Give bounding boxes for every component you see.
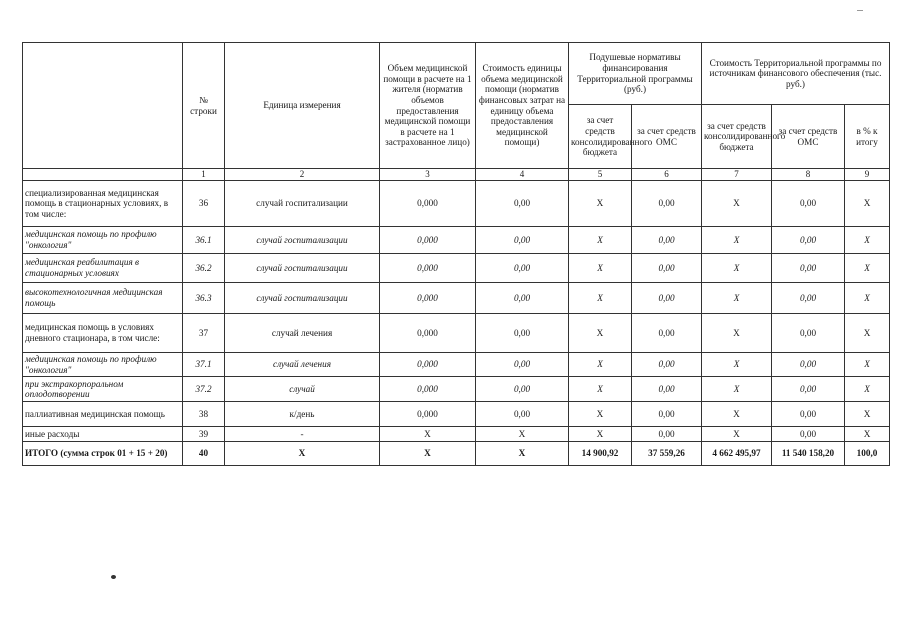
row-unit: случай bbox=[225, 377, 380, 402]
row-unit-cost: 0,00 bbox=[476, 314, 569, 353]
table-row bbox=[23, 377, 890, 402]
row-budget-a: Х bbox=[569, 377, 632, 402]
row-oms-b: 0,00 bbox=[772, 427, 845, 442]
row-percent: Х bbox=[845, 353, 890, 377]
row-number: 39 bbox=[183, 427, 225, 442]
row-number: 37 bbox=[183, 314, 225, 353]
row-oms-b: 0,00 bbox=[772, 227, 845, 254]
row-unit: случай госпитализации bbox=[225, 227, 380, 254]
row-volume: 0,000 bbox=[380, 254, 476, 283]
row-name: ИТОГО (сумма строк 01 + 15 + 20) bbox=[23, 442, 183, 466]
column-number: 7 bbox=[702, 169, 772, 181]
row-volume: 0,000 bbox=[380, 283, 476, 314]
header-per-capita: Подушевые нормативы финансирования Территориальной программы (руб.) bbox=[569, 43, 702, 105]
table-row bbox=[23, 353, 890, 377]
table-row bbox=[23, 227, 890, 254]
row-oms-b: 0,00 bbox=[772, 314, 845, 353]
row-budget-a: Х bbox=[569, 283, 632, 314]
table-body bbox=[23, 181, 890, 466]
row-percent: 100,0 bbox=[845, 442, 890, 466]
row-volume: 0,000 bbox=[380, 377, 476, 402]
column-number-blank bbox=[23, 169, 183, 181]
row-percent: Х bbox=[845, 283, 890, 314]
row-unit-cost: 0,00 bbox=[476, 181, 569, 227]
row-unit-cost: 0,00 bbox=[476, 254, 569, 283]
row-number: 36 bbox=[183, 181, 225, 227]
row-oms-a: 0,00 bbox=[632, 377, 702, 402]
row-unit: Х bbox=[225, 442, 380, 466]
row-oms-a: 0,00 bbox=[632, 427, 702, 442]
row-number: 36.2 bbox=[183, 254, 225, 283]
row-oms-a: 0,00 bbox=[632, 314, 702, 353]
row-number: 38 bbox=[183, 402, 225, 427]
table-row bbox=[23, 427, 890, 442]
row-budget-b: Х bbox=[702, 181, 772, 227]
table-row bbox=[23, 442, 890, 466]
row-budget-b: Х bbox=[702, 427, 772, 442]
row-percent: Х bbox=[845, 227, 890, 254]
row-budget-b: Х bbox=[702, 314, 772, 353]
header-name-cell bbox=[23, 43, 183, 169]
row-unit-cost: 0,00 bbox=[476, 377, 569, 402]
row-unit: к/день bbox=[225, 402, 380, 427]
row-volume: 0,000 bbox=[380, 402, 476, 427]
row-unit-cost: 0,00 bbox=[476, 353, 569, 377]
row-unit: случай лечения bbox=[225, 353, 380, 377]
row-budget-b: Х bbox=[702, 402, 772, 427]
row-unit: случай госпитализации bbox=[225, 254, 380, 283]
row-volume: Х bbox=[380, 427, 476, 442]
column-number: 1 bbox=[183, 169, 225, 181]
row-budget-b: 4 662 495,97 bbox=[702, 442, 772, 466]
header-volume: Объем медицинской помощи в расчете на 1 жителя (норматив объемов предоставления медицинской помощи в расчете на 1 застрахованное лицо) bbox=[380, 43, 476, 169]
row-budget-b: Х bbox=[702, 377, 772, 402]
row-name: медицинская помощь по профилю "онкология" bbox=[23, 353, 183, 377]
table-header bbox=[23, 43, 890, 181]
row-unit-cost: 0,00 bbox=[476, 227, 569, 254]
row-budget-b: Х bbox=[702, 283, 772, 314]
header-budget-b: за счет средств консолидированного бюджета bbox=[702, 105, 772, 169]
row-unit-cost: 0,00 bbox=[476, 283, 569, 314]
table-row bbox=[23, 181, 890, 227]
table-row bbox=[23, 283, 890, 314]
row-percent: Х bbox=[845, 427, 890, 442]
row-volume: 0,000 bbox=[380, 314, 476, 353]
row-percent: Х bbox=[845, 377, 890, 402]
row-name: медицинская реабилитация в стационарных условиях bbox=[23, 254, 183, 283]
program-cost-table-sheet bbox=[22, 42, 889, 466]
row-unit-cost: Х bbox=[476, 427, 569, 442]
row-budget-b: Х bbox=[702, 254, 772, 283]
row-oms-a: 0,00 bbox=[632, 227, 702, 254]
column-number: 4 bbox=[476, 169, 569, 181]
table-row bbox=[23, 254, 890, 283]
row-oms-b: 0,00 bbox=[772, 353, 845, 377]
row-oms-b: 0,00 bbox=[772, 402, 845, 427]
row-unit: случай госпитализации bbox=[225, 283, 380, 314]
row-budget-a: Х bbox=[569, 227, 632, 254]
header-unit: Единица измерения bbox=[225, 43, 380, 169]
row-oms-a: 0,00 bbox=[632, 254, 702, 283]
row-oms-b: 0,00 bbox=[772, 283, 845, 314]
row-budget-b: Х bbox=[702, 227, 772, 254]
row-name: паллиативная медицинская помощь bbox=[23, 402, 183, 427]
row-number: 40 bbox=[183, 442, 225, 466]
row-percent: Х bbox=[845, 402, 890, 427]
table-row bbox=[23, 402, 890, 427]
header-percent: в % к итогу bbox=[845, 105, 890, 169]
row-budget-a: Х bbox=[569, 402, 632, 427]
column-number: 8 bbox=[772, 169, 845, 181]
header-unit-cost: Стоимость единицы объема медицинской помощи (норматив финансовых затрат на единицу объема предоставления медицинской помощи) bbox=[476, 43, 569, 169]
row-unit-cost: 0,00 bbox=[476, 402, 569, 427]
row-oms-a: 0,00 bbox=[632, 283, 702, 314]
row-budget-a: Х bbox=[569, 427, 632, 442]
header-oms-a: за счет средств ОМС bbox=[632, 105, 702, 169]
row-budget-b: Х bbox=[702, 353, 772, 377]
column-numbers-row bbox=[23, 169, 890, 181]
header-program-cost: Стоимость Территориальной программы по источникам финансового обеспечения (тыс. руб.) bbox=[702, 43, 890, 105]
row-oms-b: 0,00 bbox=[772, 181, 845, 227]
header-row-no: № строки bbox=[183, 43, 225, 169]
row-budget-a: Х bbox=[569, 353, 632, 377]
row-name: иные расходы bbox=[23, 427, 183, 442]
row-budget-a: Х bbox=[569, 314, 632, 353]
row-volume: 0,000 bbox=[380, 353, 476, 377]
row-number: 37.1 bbox=[183, 353, 225, 377]
row-oms-b: 11 540 158,20 bbox=[772, 442, 845, 466]
table-row bbox=[23, 314, 890, 353]
column-number: 6 bbox=[632, 169, 702, 181]
row-oms-a: 0,00 bbox=[632, 402, 702, 427]
row-budget-a: Х bbox=[569, 181, 632, 227]
row-budget-a: Х bbox=[569, 254, 632, 283]
header-oms-b: за счет средств ОМС bbox=[772, 105, 845, 169]
program-cost-table bbox=[22, 42, 890, 466]
row-unit: случай лечения bbox=[225, 314, 380, 353]
column-number: 9 bbox=[845, 169, 890, 181]
column-number: 5 bbox=[569, 169, 632, 181]
row-name: медицинская помощь в условиях дневного стационара, в том числе: bbox=[23, 314, 183, 353]
row-number: 36.1 bbox=[183, 227, 225, 254]
row-percent: Х bbox=[845, 254, 890, 283]
row-volume: 0,000 bbox=[380, 181, 476, 227]
row-name: при экстракорпоральном оплодотворении bbox=[23, 377, 183, 402]
row-unit: - bbox=[225, 427, 380, 442]
row-oms-b: 0,00 bbox=[772, 377, 845, 402]
scan-mark bbox=[857, 10, 863, 11]
row-oms-b: 0,00 bbox=[772, 254, 845, 283]
row-volume: 0,000 bbox=[380, 227, 476, 254]
column-number: 3 bbox=[380, 169, 476, 181]
column-number: 2 bbox=[225, 169, 380, 181]
row-budget-a: 14 900,92 bbox=[569, 442, 632, 466]
scan-speck bbox=[111, 575, 116, 579]
row-percent: Х bbox=[845, 314, 890, 353]
row-unit-cost: Х bbox=[476, 442, 569, 466]
row-oms-a: 0,00 bbox=[632, 353, 702, 377]
row-oms-a: 37 559,26 bbox=[632, 442, 702, 466]
row-volume: Х bbox=[380, 442, 476, 466]
row-name: специализированная медицинская помощь в стационарных условиях, в том числе: bbox=[23, 181, 183, 227]
header-budget-a: за счет средств консолидированного бюджета bbox=[569, 105, 632, 169]
row-name: медицинская помощь по профилю "онкология" bbox=[23, 227, 183, 254]
row-percent: Х bbox=[845, 181, 890, 227]
row-oms-a: 0,00 bbox=[632, 181, 702, 227]
row-unit: случай госпитализации bbox=[225, 181, 380, 227]
row-number: 37.2 bbox=[183, 377, 225, 402]
row-number: 36.3 bbox=[183, 283, 225, 314]
row-name: высокотехнологичная медицинская помощь bbox=[23, 283, 183, 314]
